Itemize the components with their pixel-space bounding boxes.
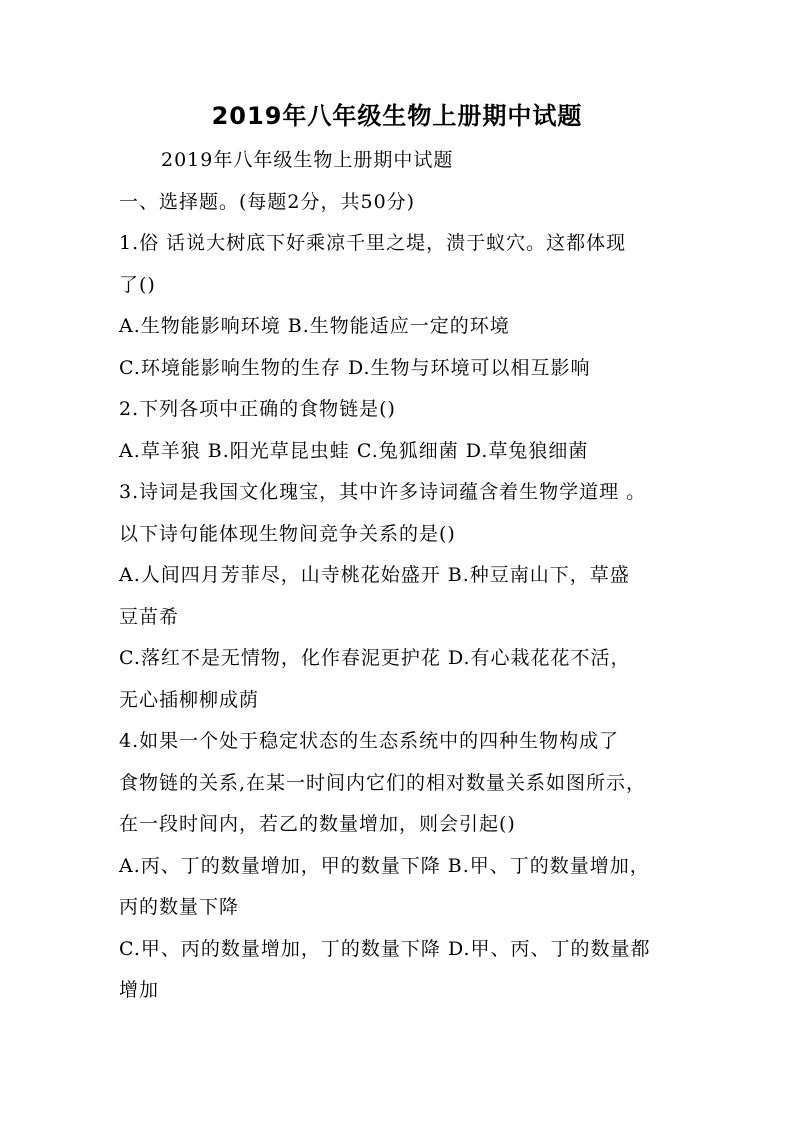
question-3-stem-line-2: 以下诗句能体现生物间竞争关系的是() [119, 522, 456, 545]
question-1-options-ab: A.生物能影响环境 B.生物能适应一定的环境 [119, 315, 510, 337]
document-body [119, 140, 679, 1012]
question-4-options-cd-line-2: 增加 [119, 979, 160, 1001]
question-3-options-cd-line-1: C.落红不是无情物，化作春泥更护花 D.有心栽花花不活， [119, 647, 631, 669]
question-3-options-ab-line-1: A.人间四月芳菲尽，山寺桃花始盛开 B.种豆南山下，草盛 [119, 564, 630, 586]
question-4-stem-line-3: 在一段时间内，若乙的数量增加，则会引起() [119, 813, 516, 835]
page-title: 2019年八年级生物上册期中试题 [211, 102, 583, 130]
question-4-options-ab-line-1: A.丙、丁的数量增加，甲的数量下降 B.甲、丁的数量增加， [119, 854, 650, 877]
question-2-options: A.草羊狼 B.阳光草昆虫蛙 C.兔狐细菌 D.草兔狼细菌 [119, 439, 589, 462]
question-3-stem-line-1: 3.诗词是我国文化瑰宝，其中许多诗词蕴含着生物学道理 。 [119, 481, 647, 503]
question-4-options-ab-line-2: 丙的数量下降 [119, 896, 240, 918]
question-1-stem-line-1: 1.俗 话说大树底下好乘凉千里之堤，溃于蚁穴。这都体现 [119, 232, 627, 254]
question-3-options-ab-line-2: 豆苗希 [119, 605, 180, 628]
subtitle: 2019年八年级生物上册期中试题 [161, 149, 454, 171]
question-3-options-cd-line-2: 无心插柳柳成荫 [119, 688, 260, 711]
section-heading: 一、选择题。(每题2分，共50分) [119, 190, 416, 213]
question-4-stem-line-1: 4.如果一个处于稳定状态的生态系统中的四种生物构成了 [119, 730, 620, 752]
question-4-options-cd-line-1: C.甲、丙的数量增加，丁的数量下降 D.甲、丙、丁的数量都 [119, 937, 651, 960]
question-1-options-cd: C.环境能影响生物的生存 D.生物与环境可以相互影响 [119, 356, 591, 379]
question-2-stem: 2.下列各项中正确的食物链是() [119, 398, 396, 420]
question-1-stem-line-2: 了() [119, 273, 156, 296]
question-4-stem-line-2: 食物链的关系,在某一时间内它们的相对数量关系如图所示， [119, 771, 647, 794]
